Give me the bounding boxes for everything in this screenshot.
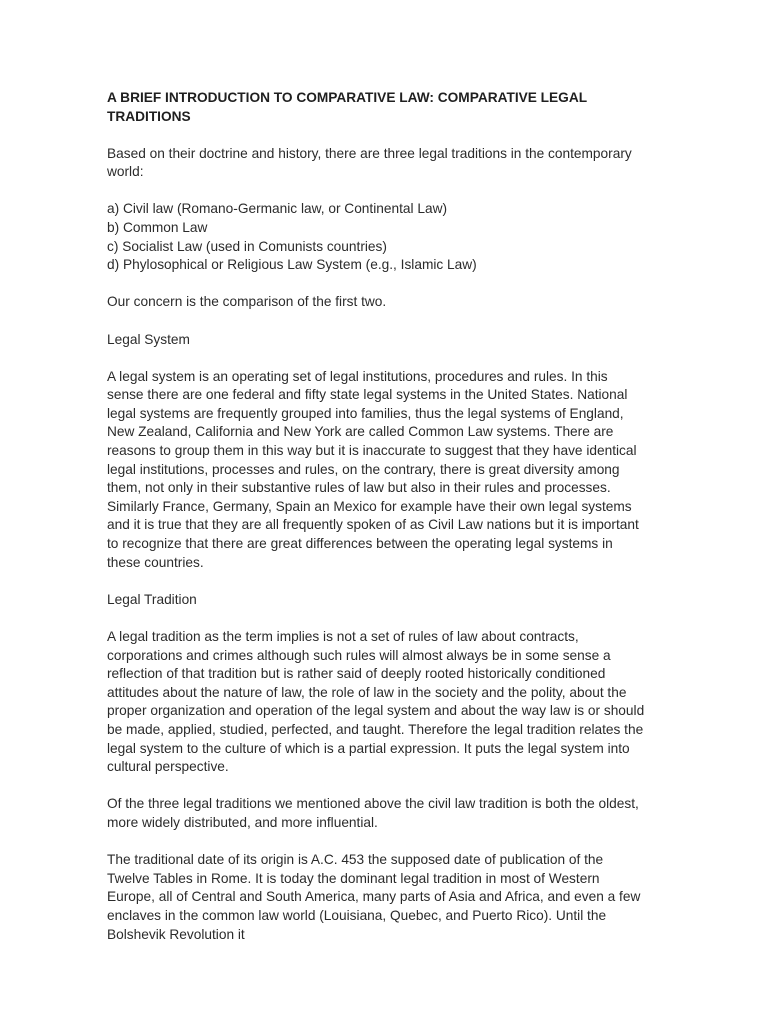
oldest-tradition-paragraph: Of the three legal traditions we mentioned above the civil law tradition is both the oldest, more widely distributed, and more influential. xyxy=(107,796,639,830)
document-page xyxy=(107,89,647,963)
list-item: c) Socialist Law (used in Comunists countries) xyxy=(107,238,387,254)
concern-paragraph: Our concern is the comparison of the first two. xyxy=(107,294,387,310)
document-title: A BRIEF INTRODUCTION TO COMPARATIVE LAW: COMPARATIVE LEGAL TRADITIONS xyxy=(107,90,587,124)
section-heading-legal-tradition: Legal Tradition xyxy=(107,591,197,607)
list-item: b) Common Law xyxy=(107,219,208,235)
list-item: a) Civil law (Romano-Germanic law, or Continental Law) xyxy=(107,201,448,217)
list-item: d) Phylosophical or Religious Law System (e.g., Islamic Law) xyxy=(107,257,477,273)
legal-tradition-paragraph: A legal tradition as the term implies is not a set of rules of law about contracts, corporations and crimes although such rules will almost always be in some sense a reflection of that tradition but is rather said of deeply rooted historically conditioned attitudes about the nature of law, the role of law in the society and the polity, about the proper organization and operation of the legal system and about the way law is or should be made, applied, studied, perfected, and taught. Therefore the legal tradition relates the legal system to the culture of which is a partial expression. It puts the legal system into cultural perspective. xyxy=(107,629,645,775)
legal-system-paragraph: A legal system is an operating set of legal institutions, procedures and rules. In this sense there are one federal and fifty state legal systems in the United States. National legal systems are frequently grouped into families, thus the legal systems of England, New Zealand, California and New York are called Common Law systems. There are reasons to group them in this way but it is inaccurate to suggest that they have identical legal institutions, processes and rules, on the contrary, there is great diversity among them, not only in their substantive rules of law but also in their rules and processes. Similarly France, Germany, Spain an Mexico for example have their own legal systems and it is true that they are all frequently spoken of as Civil Law nations but it is important to recognize that there are great differences between the operating legal systems in these countries. xyxy=(107,368,639,570)
origin-paragraph: The traditional date of its origin is A.C. 453 the supposed date of publication of the Twelve Tables in Rome. It is today the dominant legal tradition in most of Western Europe, all of Central and South America, many parts of Asia and Africa, and even a few enclaves in the common law world (Louisiana, Quebec, and Puerto Rico). Until the Bolshevik Revolution it xyxy=(107,852,641,942)
section-heading-legal-system: Legal System xyxy=(107,331,190,347)
intro-paragraph: Based on their doctrine and history, there are three legal traditions in the contemporary world: xyxy=(107,145,632,180)
traditions-list xyxy=(107,200,647,274)
